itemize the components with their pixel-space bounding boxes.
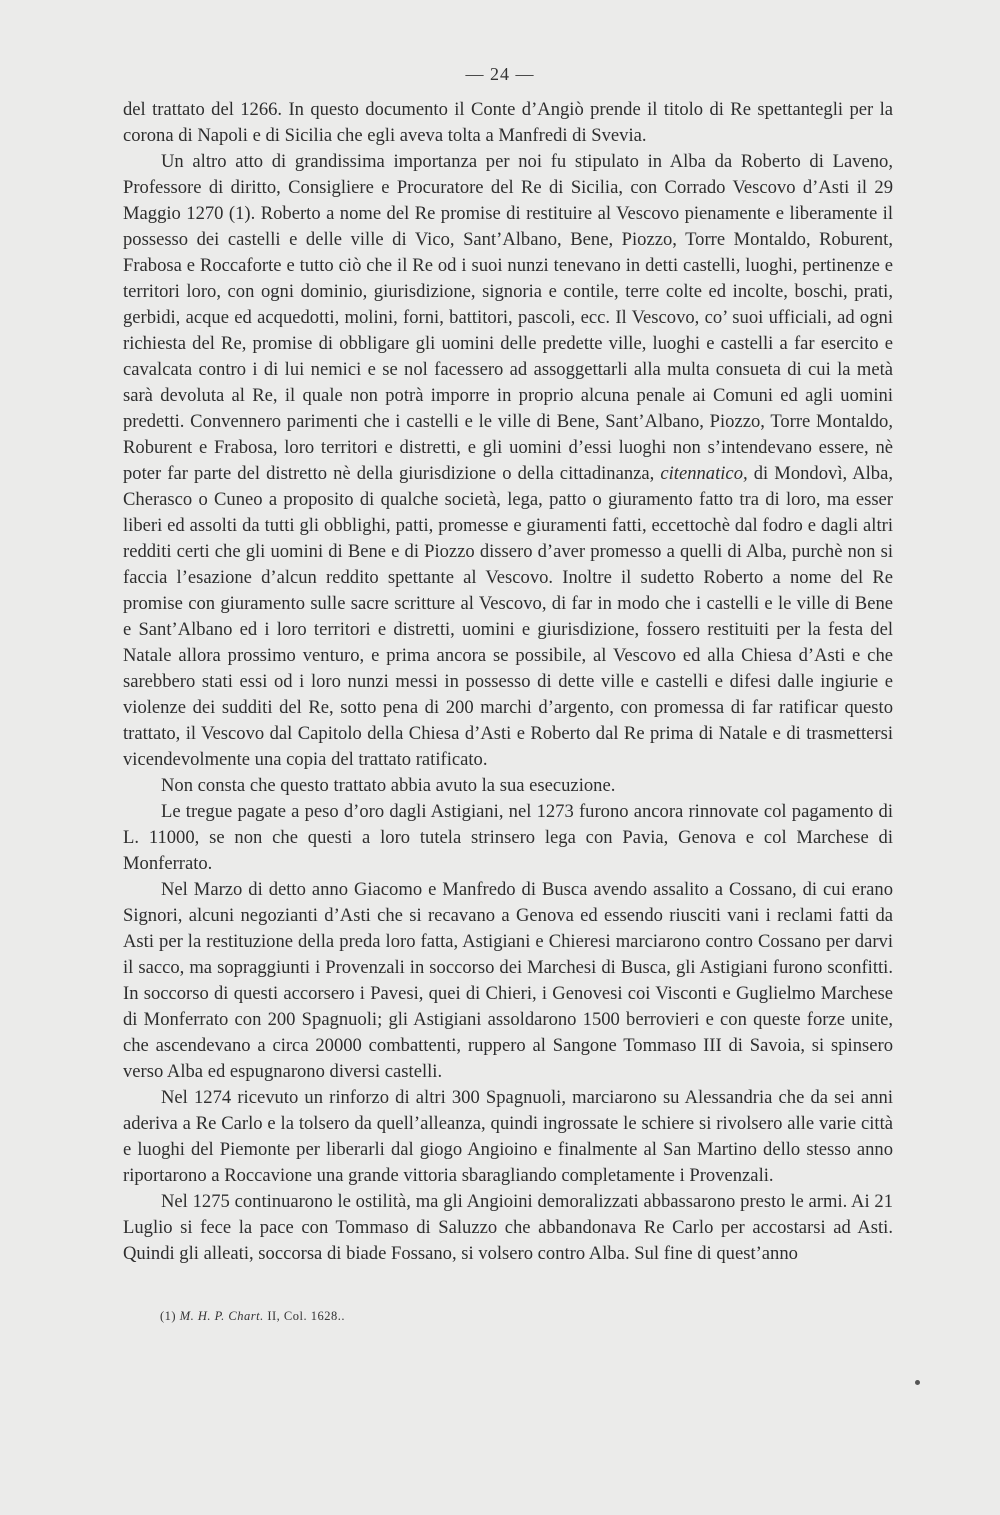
paragraph-text: Nel Marzo di detto anno Giacomo e Manfredo di Busca avendo assalito a Cossano, di cui erano Signori, alcuni negozianti d’Asti che si recavano a Genova ed essendo riusciti vani i reclami fatti da Asti per la restituzione della preda loro fatta, Astigiani e Chieresi marciarono contro Cossano per darvi il sacco, ma sopraggiunti i Provenzali in soccorso dei Marchesi di Busca, gli Astigiani furono sconfitti. In soccorso di questi accorsero i Pavesi, quei di Chieri, i Genovesi coi Visconti e Guglielmo Marchese di Monferrato con 200 Spagnuoli; gli Astigiani assoldarono 1500 berrovieri e con queste forze unite, che ascendevano a circa 20000 combattenti, ruppero al Sangone Tommaso III di Savoia, si spinsero verso Alba ed espugnarono diversi castelli. (123, 879, 893, 1082)
paragraph (123, 799, 893, 877)
paragraph (123, 149, 893, 773)
paragraph (123, 877, 893, 1085)
paragraph (123, 1189, 893, 1267)
paragraph-text: Le tregue pagate a peso d’oro dagli Astigiani, nel 1273 furono ancora rinnovate col pagamento di L. 11000, se non che questi a loro tutela strinsero lega con Pavia, Genova e col Marchese di Monferrato. (123, 801, 893, 874)
paragraph (123, 1085, 893, 1189)
paragraph (123, 773, 893, 799)
footnote-source: M. H. P. Chart. (179, 1309, 264, 1323)
page-speck (915, 1380, 920, 1385)
paragraph-text: Non consta che questo trattato abbia avuto la sua esecuzione. (161, 775, 616, 796)
paragraph-text: Nel 1275 continuarono le ostilità, ma gli Angioini demoralizzati abbassarono presto le armi. Ai 21 Luglio si fece la pace con Tommaso di Saluzzo che abbandonava Re Carlo per accostarsi ad Asti. Quindi gli alleati, soccorsa di biade Fossano, si volsero contro Alba. Sul fine di quest’anno (123, 1191, 893, 1264)
body-text (123, 97, 893, 1267)
italic-term: citennatico, (660, 463, 748, 484)
paragraph-text: del trattato del 1266. In questo documento il Conte d’Angiò prende il titolo di Re spettantegli per la corona di Napoli e di Sicilia che egli aveva tolta a Manfredi di Svevia. (123, 99, 893, 146)
paragraph (123, 97, 893, 149)
footnote (160, 1309, 345, 1324)
footnote-reference: II, Col. 1628.. (267, 1309, 345, 1323)
footnote-marker: (1) (160, 1309, 177, 1323)
paragraph-text: Un altro atto di grandissima importanza per noi fu stipulato in Alba da Roberto di Laveno, Professore di diritto, Consigliere e Procuratore del Re di Sicilia, con Corrado Vescovo d’Asti il 29 Maggio 1270 (1). Roberto a nome del Re promise di restituire al Vescovo pienamente e liberamente il possesso dei castelli e delle ville di Vico, Sant’Albano, Bene, Piozzo, Torre Montaldo, Roburent, Frabosa e Roccaforte e tutto ciò che il Re od i suoi nunzi tenevano in detti castelli, luoghi, pertinenze e territori loro, con ogni dominio, giurisdizione, signoria e contile, terre colte ed incolte, boschi, prati, gerbidi, acque ed acquedotti, molini, forni, battitori, pascoli, ecc. Il Vescovo, co’ suoi ufficiali, ad ogni richiesta del Re, promise di obbligare gli uomini delle predette ville, luoghi e castelli a far esercito e cavalcata contro i di lui nemici e se nol facessero ad assoggettarli alla multa consueta di cui la metà sarà devoluta al Re, il quale non potrà imporre in proprio alcuna penale ai Comuni ed agli uomini predetti. Convennero parimenti che i castelli e le ville di Bene, Sant’Albano, Piozzo, Torre Montaldo, Roburent e Frabosa, loro territori e distretti, e gli uomini d’essi luoghi non s’intendevano essere, nè poter far parte del distretto nè della giurisdizione o della cittadinanza, (123, 151, 893, 484)
paragraph-text: Nel 1274 ricevuto un rinforzo di altri 300 Spagnuoli, marciarono su Alessandria che da sei anni aderiva a Re Carlo e la tolsero da quell’alleanza, quindi ingrossate le schiere si rivolsero alle varie città e luoghi del Piemonte per liberarli dal giogo Angioino e finalmente al San Martino dello stesso anno riportarono a Roccavione una grande vittoria sbaragliando completamente i Provenzali. (123, 1087, 893, 1186)
page-number: — 24 — (465, 64, 535, 84)
paragraph-text: di Mondovì, Alba, Cherasco o Cuneo a proposito di qualche società, lega, patto o giuramento fatto tra di loro, ma esser liberi ed assolti da tutti gli obblighi, patti, promesse e giuramenti fatti, eccettochè dal fodro e dagli altri redditi certi che gli uomini di Bene e di Piozzo dissero d’aver promesso a quelli di Alba, purchè non si faccia l’esazione d’alcun reddito spettante al Vescovo. Inoltre il sudetto Roberto a nome del Re promise con giuramento sulle sacre scritture al Vescovo, di far in modo che i castelli e le ville di Bene e Sant’Albano ed i loro territori e distretti, uomini e giurisdizione, fossero restituiti per la festa del Natale allora prossimo venturo, e prima ancora se possibile, al Vescovo ed alla Chiesa d’Asti e che sarebbero stati essi od i loro nunzi messi in possesso di dette ville e castelli e difesi dalle ingiurie e violenze dei sudditi del Re, sotto pena di 200 marchi d’argento, con promessa di far ratificar questo trattato, il Vescovo dal Capitolo della Chiesa d’Asti e Roberto dal Re prima di Natale e di trasmettersi vicendevolmente una copia del trattato ratificato. (123, 463, 893, 770)
